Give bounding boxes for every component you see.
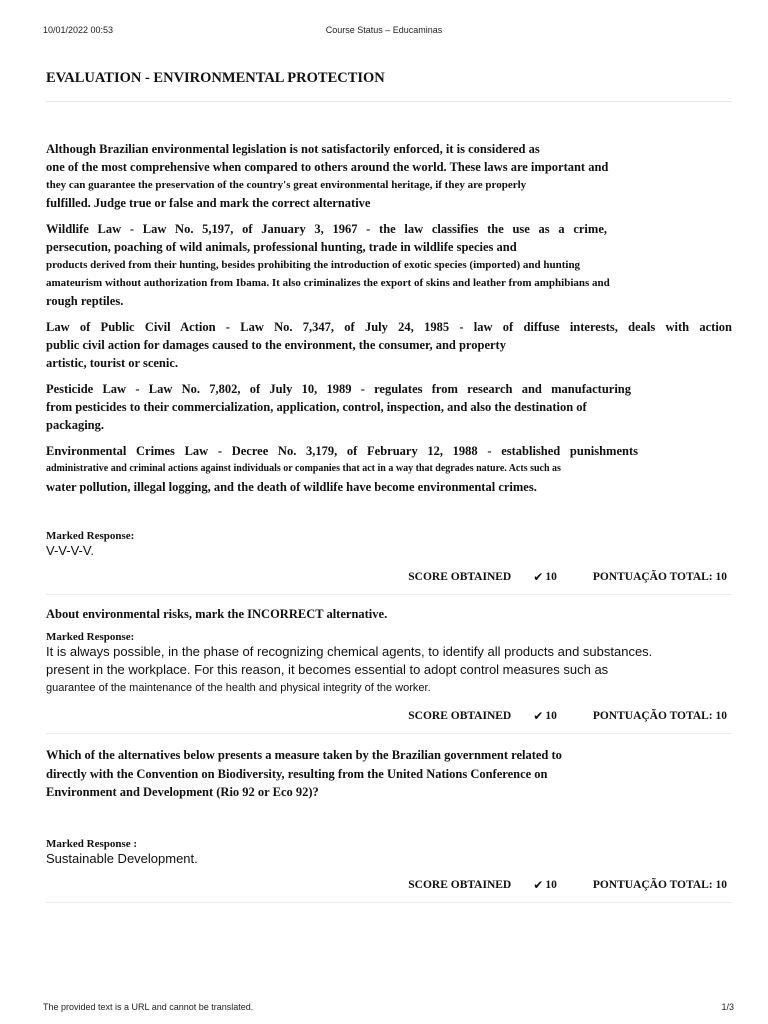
text-line: one of the most comprehensive when compared to others around the world. These laws are important and xyxy=(46,160,609,174)
score-points: 10 xyxy=(545,878,557,891)
text-line: guarantee of the maintenance of the health and physical integrity of the worker. xyxy=(46,682,431,694)
print-header-title: Course Status – Educaminas xyxy=(325,25,443,35)
text-line: rough reptiles. xyxy=(46,294,124,308)
text-line: fulfilled. Judge true or false and mark the correct alternative xyxy=(46,196,371,210)
marked-response-value: Sustainable Development. xyxy=(46,850,198,866)
text-line: Law of Public Civil Action - Law No. 7,347, of July 24, 1985 - law of diffuse interests, deals with action xyxy=(46,320,732,334)
statement-wildlife-law xyxy=(46,220,732,310)
score-obtained-label: SCORE OBTAINED xyxy=(408,878,512,891)
text-line: from pesticides to their commercialization, application, control, inspection, and also the destination of xyxy=(46,400,587,414)
text-line: artistic, tourist or scenic. xyxy=(46,356,179,370)
statement-pesticide-law xyxy=(46,380,732,434)
question-1 xyxy=(46,140,732,496)
text-line: Pesticide Law - Law No. 7,802, of July 10, 1989 - regulates from research and manufacturing xyxy=(46,382,631,396)
checkmark-icon: ✔ xyxy=(533,570,544,584)
text-line: water pollution, illegal logging, and the death of wildlife have become environmental crimes. xyxy=(46,480,537,494)
text-line: Environmental Crimes Law - Decree No. 3,179, of February 12, 1988 - established punishments xyxy=(46,444,638,458)
print-header-datetime: 10/01/2022 00:53 xyxy=(43,25,114,35)
statement-environmental-crimes-law xyxy=(46,442,732,496)
text-line: amateurism without authorization from Ibama. It also criminalizes the export of skins and leather from amphibians and xyxy=(46,277,610,289)
score-points: 10 xyxy=(545,571,557,583)
marked-response-label: Marked Response: xyxy=(46,631,135,643)
text-line: public civil action for damages caused to the environment, the consumer, and property xyxy=(46,338,506,352)
page-content xyxy=(46,70,732,903)
marked-response-label: Marked Response: xyxy=(46,530,135,542)
text-line: present in the workplace. For this reason, it becomes essential to adopt control measures such as xyxy=(46,662,609,677)
text-line: persecution, poaching of wild animals, professional hunting, trade in wildlife species and xyxy=(46,240,517,254)
text-line: Although Brazilian environmental legislation is not satisfactorily enforced, it is considered as xyxy=(46,142,540,156)
marked-response-value: V-V-V-V. xyxy=(46,543,94,558)
marked-response-label: Marked Response : xyxy=(46,837,138,850)
score-row xyxy=(46,709,732,734)
question-1-intro xyxy=(46,140,732,212)
text-line: they can guarantee the preservation of the country's great environmental heritage, if they are properly xyxy=(46,179,527,191)
question-3 xyxy=(46,746,732,802)
text-line: It is always possible, in the phase of recognizing chemical agents, to identify all products and substances. xyxy=(46,644,653,659)
score-points: 10 xyxy=(545,710,557,722)
text-line: products derived from their hunting, besides prohibiting the introduction of exotic species (imported) and hunting xyxy=(46,259,581,271)
text-line: directly with the Convention on Biodiversity, resulting from the United Nations Conference on xyxy=(46,766,548,781)
question-2: About environmental risks, mark the INCORRECT alternative. xyxy=(46,607,388,621)
total-score-label: PONTUAÇÃO TOTAL: 10 xyxy=(592,571,727,583)
checkmark-icon: ✔ xyxy=(533,877,544,892)
score-obtained-label: SCORE OBTAINED xyxy=(408,571,512,583)
text-line: administrative and criminal actions against individuals or companies that act in a way that degrades nature. Acts such as xyxy=(46,463,561,474)
checkmark-icon: ✔ xyxy=(533,709,544,723)
score-obtained-label: SCORE OBTAINED xyxy=(408,710,512,722)
total-score-label: PONTUAÇÃO TOTAL: 10 xyxy=(592,710,727,722)
text-line: packaging. xyxy=(46,418,105,432)
text-line: Environment and Development (Rio 92 or Eco 92)? xyxy=(46,785,319,799)
score-row xyxy=(46,878,732,903)
text-line: Wildlife Law - Law No. 5,197, of January 3, 1967 - the law classifies the use as a crime, xyxy=(46,222,607,236)
page-title: EVALUATION - ENVIRONMENTAL PROTECTION xyxy=(46,70,732,102)
marked-response-value xyxy=(46,643,732,697)
total-score-label: PONTUAÇÃO TOTAL: 10 xyxy=(592,878,727,891)
page-number: 1/3 xyxy=(721,1002,734,1012)
score-row xyxy=(46,570,732,595)
text-line: Which of the alternatives below presents a measure taken by the Brazilian government related to xyxy=(46,748,562,762)
statement-civil-action-law xyxy=(46,318,732,372)
print-footer-note: The provided text is a URL and cannot be translated. xyxy=(43,1002,254,1012)
